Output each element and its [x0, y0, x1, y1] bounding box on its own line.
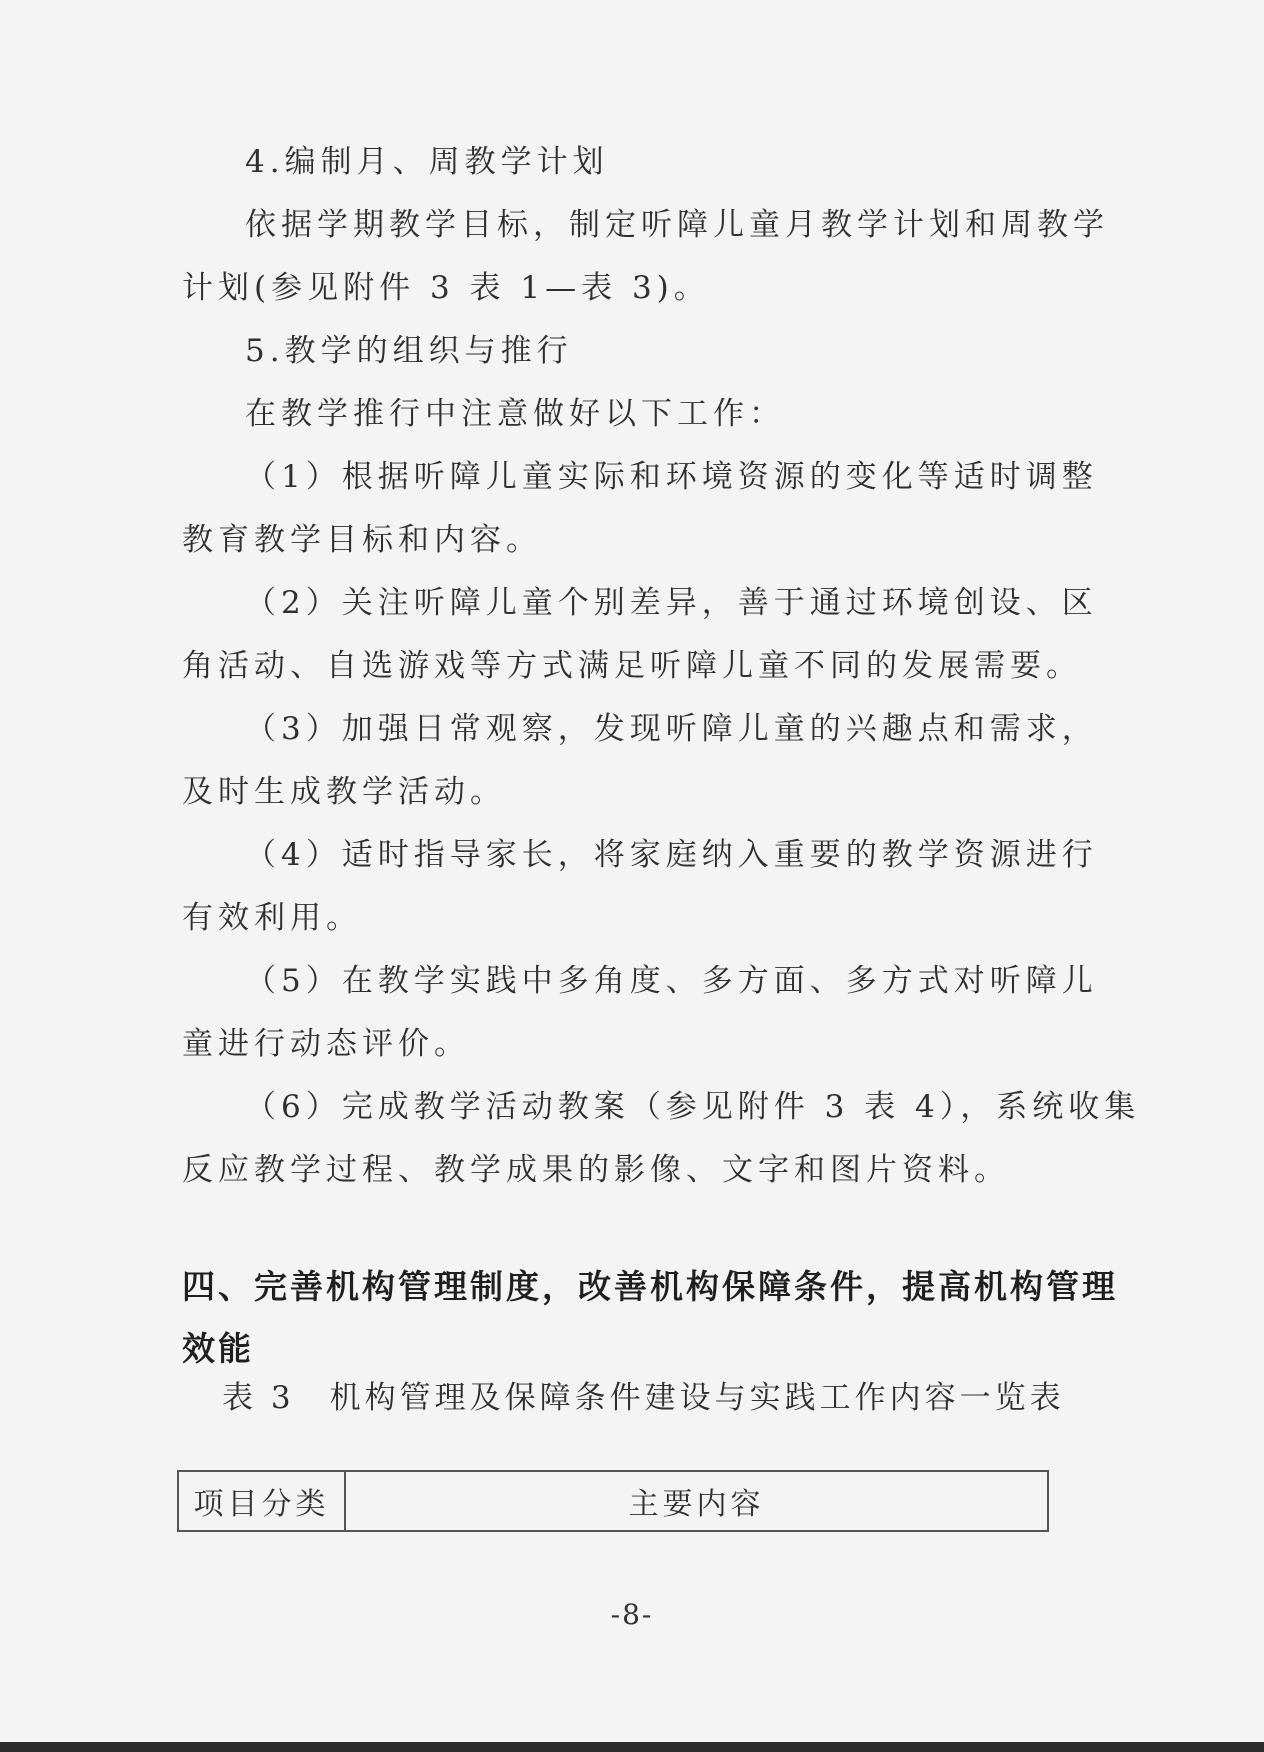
list-item-3-cont: 及时生成教学活动。: [182, 774, 506, 810]
list-item-2: （2）关注听障儿童个别差异，善于通过环境创设、区: [245, 585, 1098, 621]
paragraph-line: 依据学期教学目标，制定听障儿童月教学计划和周教学: [245, 207, 1109, 243]
header-category: 项目分类: [178, 1471, 345, 1531]
list-item-6-cont: 反应教学过程、教学成果的影像、文字和图片资料。: [182, 1152, 1010, 1188]
table-header-row: [178, 1471, 1048, 1531]
subheading-teaching-organization: 5.教学的组织与推行: [245, 333, 573, 369]
list-item-1-cont: 教育教学目标和内容。: [182, 522, 542, 558]
list-item-1: （1）根据听障儿童实际和环境资源的变化等适时调整: [245, 459, 1098, 495]
header-main-content: 主要内容: [345, 1471, 1048, 1531]
paragraph-line: 在教学推行中注意做好以下工作：: [245, 396, 785, 432]
list-item-2-cont: 角活动、自选游戏等方式满足听障儿童不同的发展需要。: [182, 648, 1082, 684]
scan-bottom-edge: [0, 1742, 1264, 1752]
list-item-4: （4）适时指导家长，将家庭纳入重要的教学资源进行: [245, 837, 1098, 873]
section-heading-line2: 效能: [182, 1329, 254, 1368]
table-caption: 表 3 机构管理及保障条件建设与实践工作内容一览表: [222, 1380, 1065, 1416]
subheading-monthly-weekly-plan: 4.编制月、周教学计划: [245, 144, 609, 180]
list-item-4-cont: 有效利用。: [182, 900, 362, 936]
list-item-3: （3）加强日常观察，发现听障儿童的兴趣点和需求，: [245, 711, 1098, 747]
page-number: -8-: [610, 1598, 654, 1631]
paragraph-line: 计划(参见附件 3 表 1—表 3)。: [182, 270, 710, 306]
content-table: [177, 1470, 1049, 1532]
list-item-5-cont: 童进行动态评价。: [182, 1026, 470, 1062]
section-heading-line1: 四、完善机构管理制度，改善机构保障条件，提高机构管理: [182, 1267, 1118, 1306]
list-item-5: （5）在教学实践中多角度、多方面、多方式对听障儿: [245, 963, 1098, 999]
list-item-6: （6）完成教学活动教案（参见附件 3 表 4），系统收集: [245, 1089, 1141, 1125]
